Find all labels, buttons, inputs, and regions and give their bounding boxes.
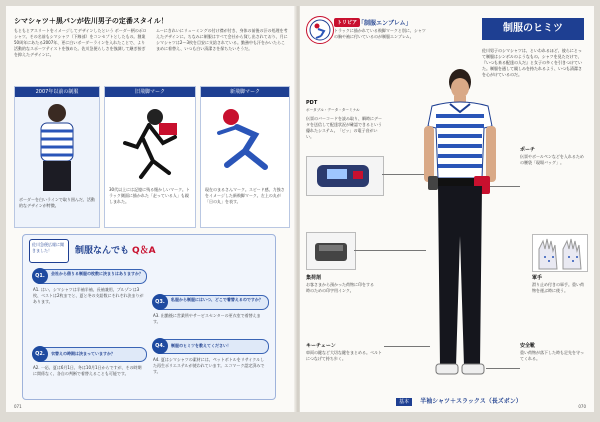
uniform-caption-tag: 基本 (396, 398, 412, 406)
pdt-device (306, 156, 384, 196)
callout-pouch-line (490, 186, 520, 187)
qa-q1-question: 会社から借りる制服の枚数に決まりはありますか？ (51, 271, 143, 276)
qa-q4-badge: Q4. (152, 338, 168, 354)
callout-pdt-label: PDT (306, 100, 318, 106)
qa-title (75, 243, 156, 256)
callout-pouch-text: 伝票やボールペンなどを入れるための腰袋「現場バッグ」。 (520, 154, 584, 165)
qa-q3-badge: Q3. (152, 294, 168, 310)
qa-q2-badge: Q2. (32, 346, 48, 362)
left-headline: シマシャツ＋黒パンが佐川男子の定番スタイル！ (14, 17, 168, 25)
right-title: 制服のヒミツ (482, 18, 584, 40)
qa-a3: A3. 出勤後に営業所やサービスセンターの更衣室で着替えます。 (153, 313, 261, 324)
panel-new-logo-caption: 現在のまるさんマーク。スピード感、力強さをイメージした新飛脚マーク。左上の丸が「日の丸」を表す。 (205, 187, 285, 204)
pdt-device-icon (307, 157, 383, 195)
panel-new-logo-label: 新飛脚マーク (201, 87, 289, 97)
callout-ink-label: 集荷剤 (306, 275, 322, 281)
gloves-icon (533, 235, 587, 271)
left-page (6, 6, 296, 412)
emblem-icon (307, 17, 333, 43)
callout-keychain-label: キーチェーン (306, 343, 336, 349)
right-page (300, 6, 594, 412)
qa-a4: A4. 夏はシマシャツの素材には、ペットボトルをリサイクルした再生ポリエステルが使われています。エコマーク認定済みです。 (153, 357, 265, 374)
qa-q3 (153, 295, 269, 310)
left-intro-col2: ムーにきれいにリューミングの付け襟が付き、身体の前後の汗の処理を考えたデザインに。ちなみに制服はすべて会社から貸し出されており、月にシマシャツは2〜3枚を目安に支給されている。勤務中も汗をかいたらこまめに着替え、いつも白い清潔さを保ちたいそうだ。 (156, 28, 288, 51)
panel-old-uniform-label: 2007年以前の制服 (15, 87, 99, 97)
qa-q1 (33, 269, 147, 284)
qa-q3-question: 私服から制服にはいつ、どこで着替えるのですか？ (171, 297, 263, 302)
trivia-text: トラックに描かれている飛脚マークと別に、シャツの胸や袖に付いているのが制服エンブレム。 (334, 28, 426, 39)
right-page-number: 070 (578, 404, 586, 409)
new-hikyaku-mark-icon (215, 105, 275, 175)
panel-old-logo (104, 86, 196, 228)
panel-new-logo (200, 86, 290, 228)
trivia-tag: トリビア (334, 18, 360, 27)
panel-old-uniform (14, 86, 100, 228)
ink-pad-icon (307, 233, 355, 269)
callout-gloves-text: 滑り止め付きの軍手。重い荷物を運ぶ時に使う。 (532, 282, 584, 293)
trivia-title: 「制服エンブレム」 (358, 20, 412, 27)
callout-gloves-label: 軍手 (532, 275, 543, 281)
qa-box (22, 234, 276, 400)
gloves (532, 234, 588, 272)
panel-old-logo-label: 旧飛脚マーク (105, 87, 195, 97)
callout-pdt-line (382, 174, 424, 175)
model-uniform-figure (410, 66, 510, 384)
left-intro-col1: もともとアスリートをイメージしてデザインしたという ボーダー柄のポロシャツ。その名前もシマシャツ（下線部）をコンセプトとしたもの。創業50周年にあたる2007年、更に白いボーダーラインを入れたことで、より活動的なスポーツテイストを強めた。佐川急便らしさを強調して継ぎ接ぎを抑えたデザインに。 (14, 28, 147, 57)
old-uniform-person-icon (29, 101, 85, 193)
uniform-caption (396, 388, 522, 407)
qa-q4-question: 制服のヒミツを教えてください！ (171, 343, 231, 348)
ink-pad (306, 232, 356, 270)
qa-a1: A1. はい、シマシャツは半袖半袖、長袖兼用、ブルゾンは3枚、ベストは2枚までと、夏と冬の支給数にそれぞれ決まりがあります。 (33, 287, 144, 304)
panel-old-uniform-caption: ボーダーを白いラインで取り囲んだ、活動的なデザインが特徴。 (19, 197, 95, 208)
callout-ink-text: お客さまから預かった荷物に印をする時のための印字用インク。 (306, 282, 374, 293)
qa-q2-question: 衣替えの時期は決まっていますか？ (51, 351, 115, 356)
qa-title-b: Q＆A (132, 246, 156, 256)
right-intro: 佐川男子のシマシャツは、といわれるほど、彼らにとって制服はシンボルのようなもの。シャツを見ただけで、『いつも来る配達の人だ』と女子の多くを引きつけていた。制服を通して親しみを持たれるよう、いつも清潔さを心がけているのだ。 (482, 48, 582, 77)
callout-pdt-sub: ポータブル・データ・ターミナル (306, 108, 360, 112)
old-hikyaku-mark-icon (119, 103, 181, 181)
qa-banner: 佐川急便広報に聞きました！ (29, 239, 69, 263)
callout-ink-line (354, 250, 426, 251)
callout-shoes-label: 安全靴 (520, 343, 536, 349)
emblem-badge (306, 16, 334, 44)
callout-shoes-line (486, 368, 520, 369)
qa-q4 (153, 339, 269, 354)
panel-old-logo-caption: 30代以上には記憶に残る懐かしいマーク。トラック側面に描かれた「走っている人」も親しまれた。 (109, 187, 190, 204)
callout-pouch-label: ポーチ (520, 147, 536, 153)
callout-keychain-line (384, 346, 430, 347)
callout-pdt-text: 伝票のバーコードを読み取り、瞬時にデータを送信して配達状況が確認できるという優れたシステム。「ピッ」の電子音がいい。 (306, 116, 382, 139)
qa-title-a: 制服なんでも (75, 246, 130, 256)
left-page-number: 071 (14, 404, 22, 409)
callout-keychain-text: 車両の鍵など大切な鍵をまとめる。ベルトにつなげて持ち歩く。 (306, 350, 382, 361)
callout-shoes-text: 重い荷物が落下した時も足先を守ってくれる。 (520, 350, 584, 361)
qa-q2 (33, 347, 147, 362)
qa-a2: A2. 一応、夏は6月1日、冬は10月1日からですが、その時期に関係なく、各自の判断で着替えることも可能です。 (33, 365, 142, 376)
qa-q1-badge: Q1. (32, 268, 48, 284)
uniform-caption-text: 半袖シャツ＋スラックス（長ズボン） (420, 398, 522, 405)
